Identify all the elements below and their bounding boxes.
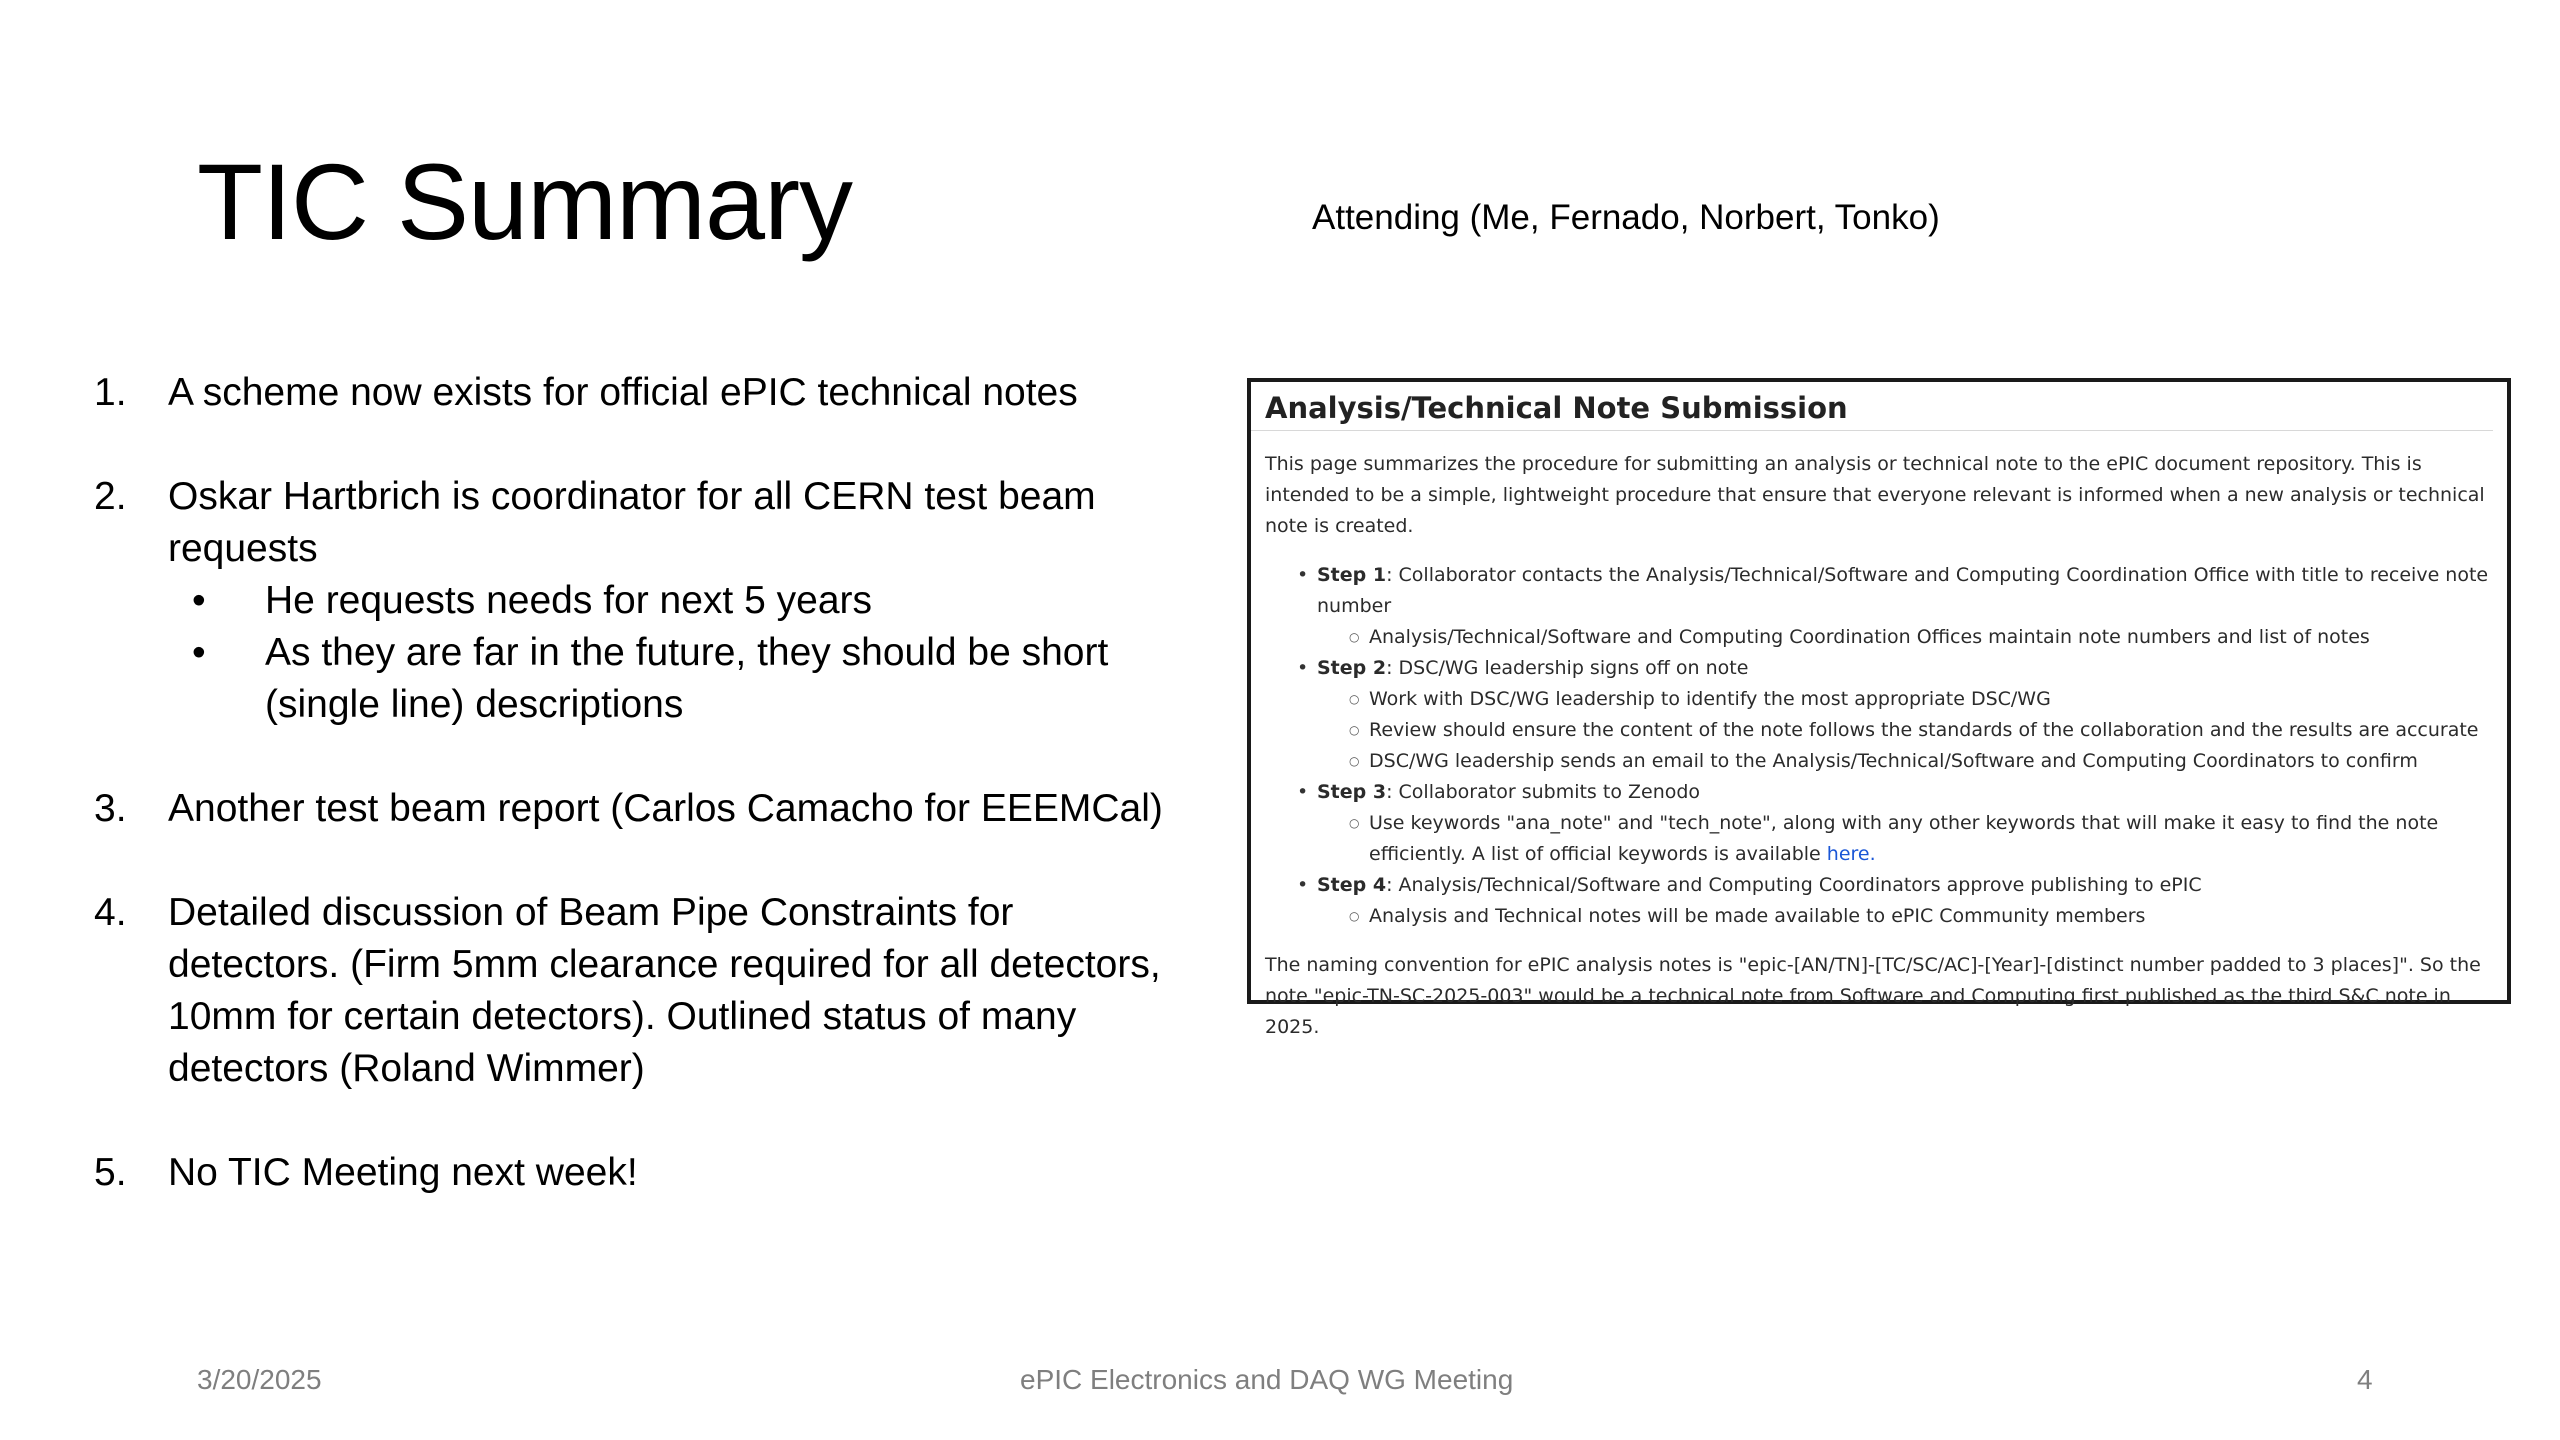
step-label: Step 1 bbox=[1317, 564, 1387, 586]
substeps-list bbox=[1317, 901, 2493, 932]
step-text: : Collaborator submits to Zenodo bbox=[1386, 781, 1701, 803]
substeps-list bbox=[1317, 808, 2493, 870]
substep-item: ○ Analysis/Technical/Software and Computing Coordination Offices maintain note numbers and list of notes bbox=[1369, 622, 2493, 653]
agenda-item-text: Detailed discussion of Beam Pipe Constraints for detectors. (Firm 5mm clearance required for all detectors, 10mm for certain detectors). Outlined status of many detectors (Roland Wimmer) bbox=[168, 891, 1161, 1090]
screenshot-heading: Analysis/Technical Note Submission bbox=[1251, 382, 2493, 431]
step-text: : Collaborator contacts the Analysis/Technical/Software and Computing Coordination Office with title to receive note number bbox=[1317, 564, 2489, 617]
agenda-item-1 bbox=[88, 367, 1168, 419]
agenda-subitem bbox=[168, 627, 1168, 731]
keywords-link[interactable]: here. bbox=[1826, 843, 1876, 865]
footer-date: 3/20/2025 bbox=[197, 1364, 322, 1395]
agenda-item-number: 4. bbox=[94, 891, 127, 934]
agenda-subitem bbox=[168, 575, 1168, 627]
substeps-list bbox=[1317, 622, 2493, 653]
attending-note: Attending (Me, Fernado, Norbert, Tonko) bbox=[1312, 198, 1940, 237]
substep-text: Use keywords "ana_note" and "tech_note", along with any other keywords that will make it easy to find the note efficiently. A list of official keywords is available bbox=[1369, 812, 2439, 865]
step-label: Step 2 bbox=[1317, 657, 1387, 679]
agenda-item-2 bbox=[88, 471, 1168, 731]
agenda-item-5 bbox=[88, 1147, 1168, 1199]
embedded-screenshot bbox=[1247, 378, 2511, 1038]
bullet-icon: • bbox=[192, 579, 206, 622]
agenda-item-text: Oskar Hartbrich is coordinator for all CERN test beam requests bbox=[168, 475, 1096, 570]
agenda-item-text: Another test beam report (Carlos Camacho for EEEMCal) bbox=[168, 787, 1163, 830]
substep-item: ○ Work with DSC/WG leadership to identify the most appropriate DSC/WG bbox=[1369, 684, 2493, 715]
agenda-list bbox=[88, 367, 1168, 1251]
step-text: : DSC/WG leadership signs off on note bbox=[1386, 657, 1749, 679]
substeps-list bbox=[1317, 684, 2493, 777]
slide-title: TIC Summary bbox=[197, 141, 853, 262]
agenda-item-number: 2. bbox=[94, 475, 127, 518]
agenda-item-text: No TIC Meeting next week! bbox=[168, 1151, 638, 1194]
step-item bbox=[1317, 870, 2493, 932]
step-text: : Analysis/Technical/Software and Computing Coordinators approve publishing to ePIC bbox=[1386, 874, 2202, 896]
agenda-item-number: 1. bbox=[94, 371, 127, 414]
substep-item: ○ Analysis and Technical notes will be made available to ePIC Community members bbox=[1369, 901, 2493, 932]
agenda-item-number: 3. bbox=[94, 787, 127, 830]
step-item bbox=[1317, 777, 2493, 870]
step-label: Step 4 bbox=[1317, 874, 1387, 896]
screenshot-intro: This page summarizes the procedure for submitting an analysis or technical note to the ePIC document repository. This is intended to be a simple, lightweight procedure that ensure that everyone relevant is informed when a new analysis or technical note is created. bbox=[1265, 453, 2485, 537]
screenshot-body bbox=[1251, 431, 2507, 1043]
agenda-subitem-text: He requests needs for next 5 years bbox=[265, 579, 872, 622]
footer-meeting: ePIC Electronics and DAQ WG Meeting bbox=[1020, 1364, 1514, 1395]
agenda-item-number: 5. bbox=[94, 1151, 127, 1194]
substep-item: ○ Review should ensure the content of the note follows the standards of the collaboration and the results are accurate bbox=[1369, 715, 2493, 746]
steps-list bbox=[1265, 560, 2493, 932]
bullet-icon: • bbox=[192, 631, 206, 674]
step-label: Step 3 bbox=[1317, 781, 1387, 803]
substep-item: ○ DSC/WG leadership sends an email to the Analysis/Technical/Software and Computing Coordinators to confirm bbox=[1369, 746, 2493, 777]
step-item bbox=[1317, 560, 2493, 653]
footer-page-number: 4 bbox=[2357, 1364, 2373, 1395]
naming-convention: The naming convention for ePIC analysis notes is "epic-[AN/TN]-[TC/SC/AC]-[Year]-[distinct number padded to 3 places]". So the note "epic-TN-SC-2025-003" would be a technical note from Software and Computing first published as the third S&C note in 2025. bbox=[1265, 954, 2481, 1038]
agenda-item-4 bbox=[88, 887, 1168, 1095]
step-item bbox=[1317, 653, 2493, 777]
agenda-subitem-text: As they are far in the future, they should be short (single line) descriptions bbox=[265, 631, 1109, 726]
substep-item bbox=[1369, 808, 2493, 870]
agenda-item-text: A scheme now exists for official ePIC technical notes bbox=[168, 371, 1078, 414]
agenda-item-3 bbox=[88, 783, 1168, 835]
